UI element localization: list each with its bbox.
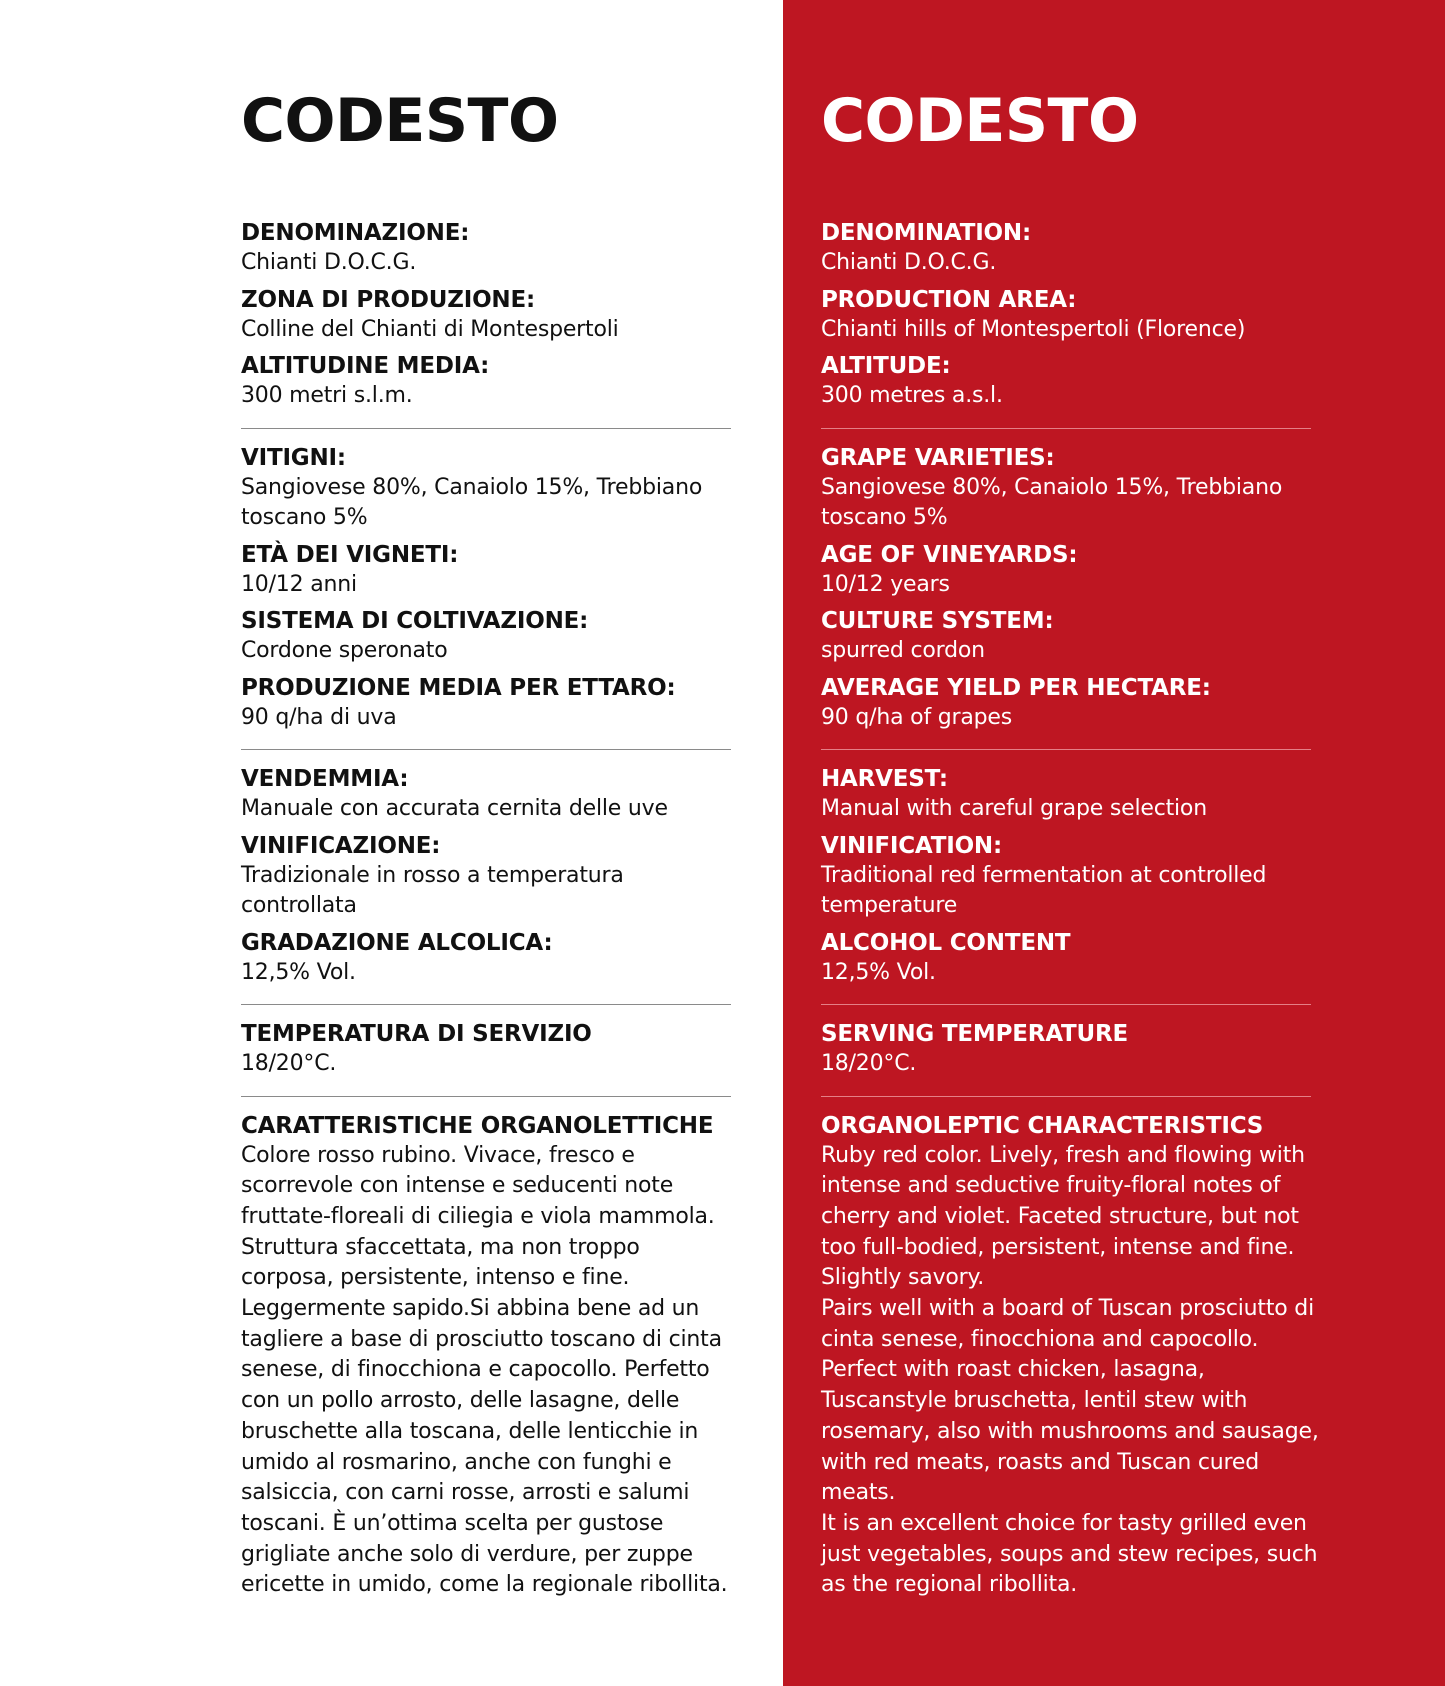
detail-field-gradazione-alcolica <box>241 928 736 989</box>
field-value: 10/12 anni <box>241 571 357 597</box>
field-value: 12,5% Vol. <box>821 959 936 985</box>
detail-field-grape-varieties <box>821 443 1331 534</box>
field-label: SERVING TEMPERATURE <box>821 1021 1129 1047</box>
field-label: VENDEMMIA: <box>241 766 409 792</box>
detail-field-vendemmia <box>241 764 736 825</box>
field-label: GRADAZIONE ALCOLICA: <box>241 929 553 956</box>
detail-group <box>821 1111 1331 1602</box>
detail-field-caratteristiche-organolettiche <box>241 1111 736 1602</box>
field-value: Sangiovese 80%, Canaiolo 15%, Trebbiano toscano 5% <box>241 474 703 530</box>
italian-details <box>241 218 736 1601</box>
detail-field-sistema-di-coltivazione <box>241 606 736 667</box>
detail-field-altitude <box>821 351 1331 412</box>
detail-field-average-yield-per-hectare <box>821 673 1331 734</box>
detail-group <box>821 443 1331 734</box>
detail-group <box>241 764 736 988</box>
detail-field-et-dei-vigneti <box>241 540 736 601</box>
detail-group <box>821 218 1331 412</box>
section-divider <box>821 749 1311 750</box>
detail-field-denominazione <box>241 218 736 279</box>
field-value: Chianti D.O.C.G. <box>241 250 417 275</box>
field-value: Tradizionale in rosso a temperatura controllata <box>241 862 624 918</box>
section-divider <box>241 1096 731 1097</box>
detail-field-culture-system <box>821 606 1331 667</box>
field-label: VITIGNI: <box>241 444 346 471</box>
english-column <box>783 0 1445 1686</box>
field-value: Colore rosso rubino. Vivace, fresco e scorrevole con intense e seducenti note fruttate-floreali di ciliegia e viola mammola. Struttura sfaccettata, ma non troppo corposa, persistente, intenso e fine. Leggermente sapido.Si abbina bene ad un tagliere a base di prosciutto toscano di cinta senese, di finocchiona e capocollo. Perfetto con un pollo arrosto, delle lasagne, delle bruschette alla toscana, delle lenticchie in umido al rosmarino, anche con funghi e salsiccia, con carni rosse, arrosti e salumi toscani. È un’ottima scelta per gustose grigliate anche solo di verdure, per zuppe ericette in umido, come la regionale ribollita. <box>241 1142 728 1598</box>
field-value: Sangiovese 80%, Canaiolo 15%, Trebbiano toscano 5% <box>821 474 1283 530</box>
detail-field-produzione-media-per-ettaro <box>241 673 736 734</box>
detail-field-alcohol-content <box>821 928 1331 989</box>
detail-group <box>241 1019 736 1080</box>
english-details <box>821 218 1331 1601</box>
detail-field-harvest <box>821 764 1331 825</box>
field-value: 300 metri s.l.m. <box>241 383 413 408</box>
field-value: Ruby red color. Lively, fresh and flowing with intense and seductive fruity-floral notes of cherry and violet. Faceted structure, but not too full-bodied, persistent, intense and fine. Slightly savory. Pairs well with a board of Tuscan prosciutto di cinta senese, finocchiona and capocollo. Perfect with roast chicken, lasagna, Tuscanstyle bruschetta, lentil stew with rosemary, also with mushrooms and sausage, with red meats, roasts and Tuscan cured meats. It is an excellent choice for tasty grilled even just vegetables, soups and stew recipes, such as the regional ribollita. <box>821 1142 1319 1598</box>
field-label: AVERAGE YIELD PER HECTARE: <box>821 674 1211 701</box>
detail-field-age-of-vineyards <box>821 540 1331 601</box>
field-label: TEMPERATURA DI SERVIZIO <box>241 1021 592 1047</box>
field-value: Traditional red fermentation at controlled temperature <box>821 862 1267 918</box>
field-label: ALTITUDINE MEDIA: <box>241 353 490 379</box>
field-value: Chianti hills of Montespertoli (Florence) <box>821 316 1246 342</box>
detail-group <box>241 218 736 412</box>
detail-field-vinification <box>821 831 1331 922</box>
field-label: VINIFICATION: <box>821 832 1002 859</box>
detail-group <box>821 1019 1331 1080</box>
field-label: VINIFICAZIONE: <box>241 832 441 859</box>
detail-field-temperatura-di-servizio <box>241 1019 736 1080</box>
field-label: CULTURE SYSTEM: <box>821 608 1054 634</box>
field-label: ORGANOLEPTIC CHARACTERISTICS <box>821 1112 1264 1139</box>
detail-group <box>241 1111 736 1602</box>
detail-field-organoleptic-characteristics <box>821 1111 1331 1602</box>
field-label: DENOMINATION: <box>821 220 1031 246</box>
field-value: 18/20°C. <box>821 1051 917 1076</box>
field-label: ALTITUDE: <box>821 353 951 379</box>
section-divider <box>241 1004 731 1005</box>
detail-field-zona-di-produzione <box>241 285 736 346</box>
field-value: Manuale con accurata cernita delle uve <box>241 796 668 821</box>
field-value: 90 q/ha di uva <box>241 704 397 730</box>
section-divider <box>821 428 1311 429</box>
field-value: Chianti D.O.C.G. <box>821 250 997 275</box>
detail-group <box>241 443 736 734</box>
detail-field-serving-temperature <box>821 1019 1331 1080</box>
field-label: AGE OF VINEYARDS: <box>821 541 1078 568</box>
field-label: SISTEMA DI COLTIVAZIONE: <box>241 608 589 634</box>
field-label: ALCOHOL CONTENT <box>821 929 1071 956</box>
field-value: spurred cordon <box>821 638 985 663</box>
field-label: GRAPE VARIETIES: <box>821 444 1055 471</box>
field-label: HARVEST: <box>821 766 948 792</box>
field-label: DENOMINAZIONE: <box>241 220 470 246</box>
detail-field-vinificazione <box>241 831 736 922</box>
field-label: ETÀ DEI VIGNETI: <box>241 541 459 568</box>
section-divider <box>821 1096 1311 1097</box>
field-value: 90 q/ha of grapes <box>821 704 1013 730</box>
detail-field-denomination <box>821 218 1331 279</box>
field-value: 12,5% Vol. <box>241 959 356 985</box>
field-value: 300 metres a.s.l. <box>821 383 1003 408</box>
field-label: ZONA DI PRODUZIONE: <box>241 286 535 313</box>
field-value: 10/12 years <box>821 571 950 597</box>
field-value: Manual with careful grape selection <box>821 796 1207 821</box>
detail-field-vitigni <box>241 443 736 534</box>
section-divider <box>241 749 731 750</box>
section-divider <box>821 1004 1311 1005</box>
page-title-en: CODESTO <box>821 86 1139 156</box>
section-divider <box>241 428 731 429</box>
field-value: Colline del Chianti di Montespertoli <box>241 316 619 342</box>
detail-field-production-area <box>821 285 1331 346</box>
page-title-it: CODESTO <box>241 86 559 156</box>
field-label: PRODUZIONE MEDIA PER ETTARO: <box>241 674 676 701</box>
detail-group <box>821 764 1331 988</box>
field-value: Cordone speronato <box>241 638 448 663</box>
detail-field-altitudine-media <box>241 351 736 412</box>
field-label: PRODUCTION AREA: <box>821 286 1077 313</box>
field-value: 18/20°C. <box>241 1051 337 1076</box>
field-label: CARATTERISTICHE ORGANOLETTICHE <box>241 1112 714 1139</box>
